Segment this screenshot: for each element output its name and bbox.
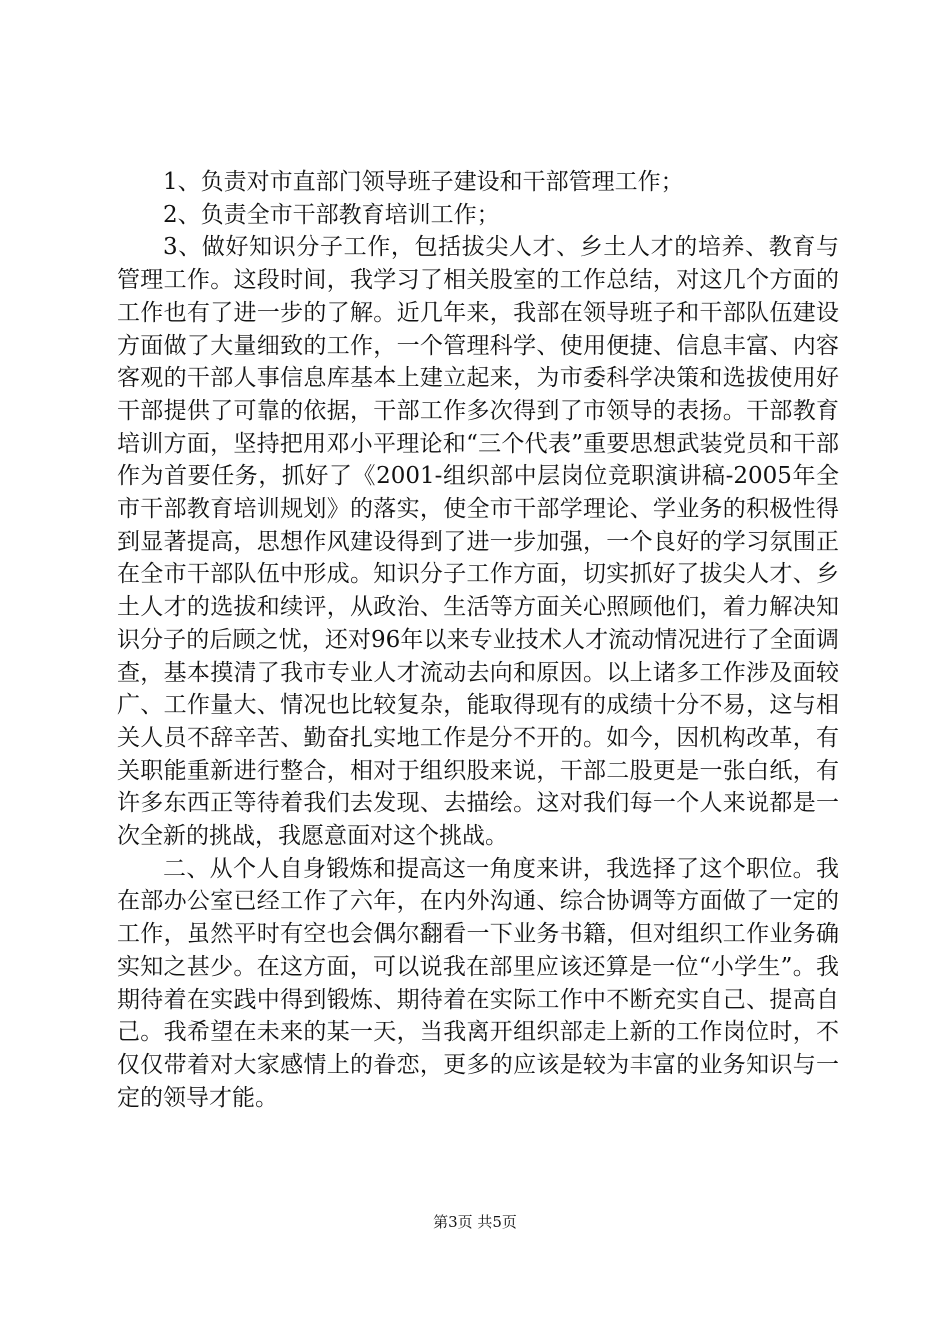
paragraph-duty-2: 2、负责全市干部教育培训工作； [163, 201, 500, 228]
page-number-footer: 第3页 共5页 [433, 1213, 517, 1231]
paragraph-section-two: 二、从个人自身锻炼和提高这一角度来讲，我选择了这个职位。我在部办公室已经工作了六年，在内外沟通、综合协调等方面做了一定的工作，虽然平时有空也会偶尔翻看一下业务书籍，但对组织工作业务确实知之甚少。在这方面，可以说我在部里应该还算是一位“小学生”。我期待着在实践中得到锻炼、期待着在实际工作中不断充实自己、提高自己。我希望在未来的某一天，当我离开组织部走上新的工作岗位时，不仅仅带着对大家感情上的眷恋，更多的应该是较为丰富的业务知识与一定的领导才能。 [117, 855, 839, 1111]
body-text [117, 166, 839, 1114]
paragraph-duty-1: 1、负责对市直部门领导班子建设和干部管理工作； [163, 169, 684, 195]
paragraph-duty-3: 3、做好知识分子工作，包括拔尖人才、乡土人才的培养、教育与管理工作。这段时间，我学习了相关股室的工作总结，对这几个方面的工作也有了进一步的了解。近几年来，我部在领导班子和干部队伍建设方面做了大量细致的工作，一个管理科学、使用便捷、信息丰富、内容客观的干部人事信息库基本上建立起来，为市委科学决策和选拔使用好干部提供了可靠的依据，干部工作多次得到了市领导的表扬。干部教育培训方面，坚持把用邓小平理论和“三个代表”重要思想武装党员和干部作为首要任务，抓好了《2001-组织部中层岗位竞职演讲稿-2005年全市干部教育培训规划》的落实，使全市干部学理论、学业务的积极性得到显著提高，思想作风建设得到了进一步加强，一个良好的学习氛围正在全市干部队伍中形成。知识分子工作方面，切实抓好了拔尖人才、乡土人才的选拔和续评，从政治、生活等方面关心照顾他们，着力解决知识分子的后顾之忧，还对96年以来专业技术人才流动情况进行了全面调查，基本摸清了我市专业人才流动去向和原因。以上诸多工作涉及面较广、工作量大、情况也比较复杂，能取得现有的成绩十分不易，这与相关人员不辞辛苦、勤奋扎实地工作是分不开的。如今，因机构改革，有关职能重新进行整合，相对于组织股来说，干部二股更是一张白纸，有许多东西正等待着我们去发现、去描绘。这对我们每一个人来说都是一次全新的挑战，我愿意面对这个挑战。 [117, 234, 839, 850]
